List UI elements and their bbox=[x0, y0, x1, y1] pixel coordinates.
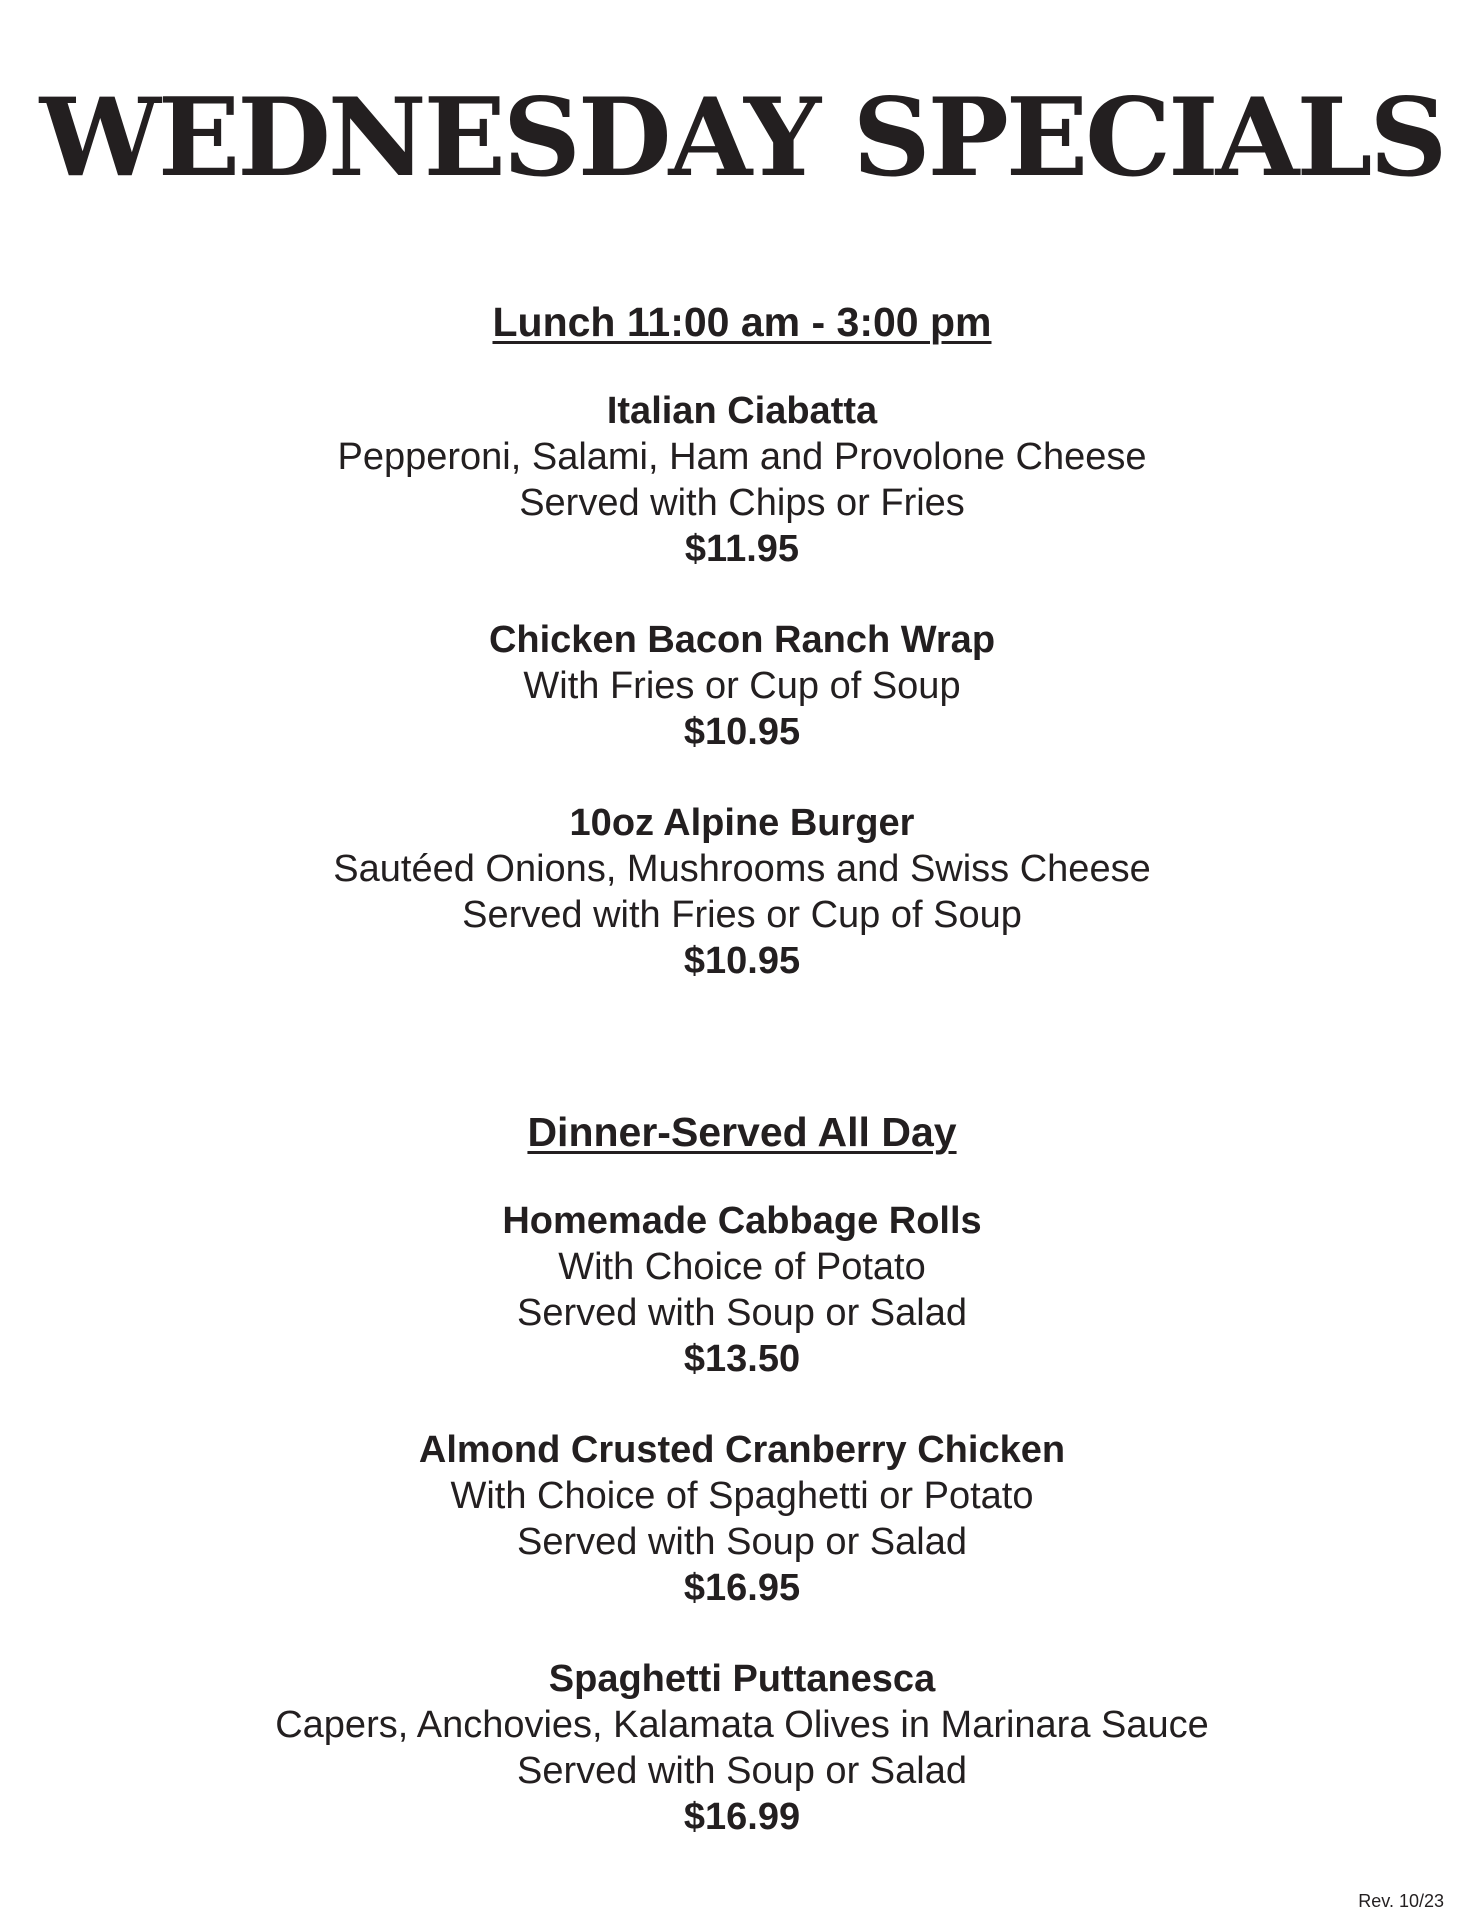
item-name: 10oz Alpine Burger bbox=[569, 802, 915, 844]
item-description: Sautéed Onions, Mushrooms and Swiss Cheese bbox=[333, 848, 1151, 890]
item-description: Capers, Anchovies, Kalamata Olives in Marinara Sauce bbox=[275, 1704, 1209, 1746]
menu-item bbox=[0, 1656, 1484, 1840]
item-name: Italian Ciabatta bbox=[606, 390, 878, 432]
item-description: With Choice of Spaghetti or Potato bbox=[450, 1475, 1034, 1517]
item-name: Chicken Bacon Ranch Wrap bbox=[488, 619, 996, 661]
item-description: With Fries or Cup of Soup bbox=[523, 665, 961, 707]
item-name: Almond Crusted Cranberry Chicken bbox=[418, 1429, 1066, 1471]
item-description: Served with Soup or Salad bbox=[517, 1750, 967, 1792]
menu-item bbox=[0, 617, 1484, 755]
lunch-section bbox=[0, 298, 1484, 984]
item-description: With Choice of Potato bbox=[558, 1246, 926, 1288]
menu-item bbox=[0, 1427, 1484, 1611]
item-description: Served with Fries or Cup of Soup bbox=[462, 894, 1022, 936]
item-price: $11.95 bbox=[684, 528, 800, 570]
item-price: $10.95 bbox=[683, 711, 801, 753]
item-name: Homemade Cabbage Rolls bbox=[502, 1200, 982, 1242]
item-price: $13.50 bbox=[683, 1338, 801, 1380]
menu-item bbox=[0, 1198, 1484, 1382]
item-price: $10.95 bbox=[683, 940, 801, 982]
item-price: $16.99 bbox=[683, 1796, 801, 1838]
item-description: Served with Soup or Salad bbox=[517, 1292, 967, 1334]
item-name: Spaghetti Puttanesca bbox=[548, 1658, 936, 1700]
menu-item bbox=[0, 800, 1484, 984]
item-price: $16.95 bbox=[683, 1567, 801, 1609]
item-description: Pepperoni, Salami, Ham and Provolone Cheese bbox=[337, 436, 1147, 478]
dinner-items bbox=[0, 1198, 1484, 1840]
item-description: Served with Chips or Fries bbox=[519, 482, 965, 524]
dinner-section bbox=[0, 1108, 1484, 1840]
revision-label: Rev. 10/23 bbox=[1358, 1891, 1444, 1911]
lunch-heading: Lunch 11:00 am - 3:00 pm bbox=[492, 299, 992, 345]
item-description: Served with Soup or Salad bbox=[517, 1521, 967, 1563]
dinner-heading: Dinner-Served All Day bbox=[527, 1109, 957, 1155]
menu-item bbox=[0, 388, 1484, 572]
lunch-items bbox=[0, 388, 1484, 984]
page-title: WEDNESDAY SPECIALS bbox=[39, 75, 1445, 201]
